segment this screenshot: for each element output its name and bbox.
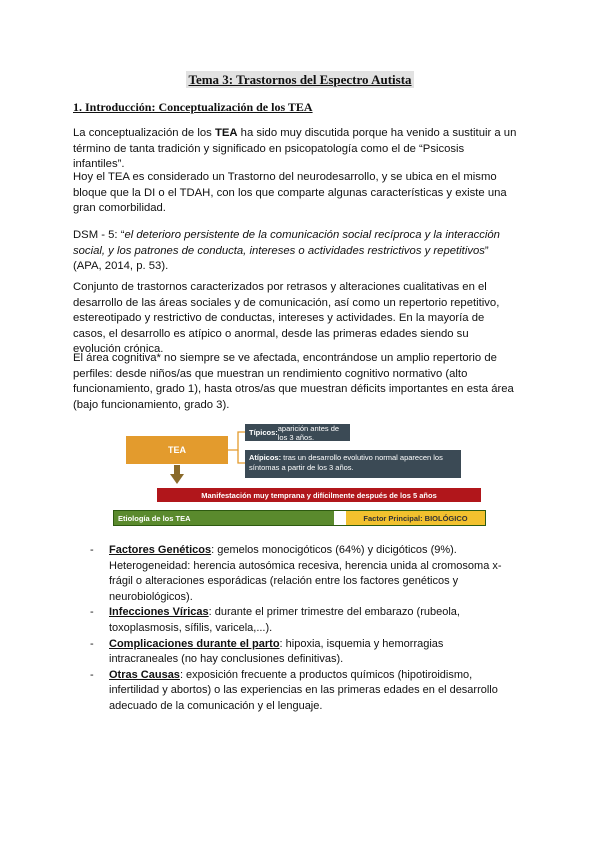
connector-atipicos	[238, 450, 245, 463]
tipicos-box: Típicos: aparición antes de los 3 años.	[245, 424, 350, 441]
arrow-down-stem	[174, 465, 180, 475]
list-item: - Complicaciones durante el parto: hipoxia, isquemia y hemorragias intracraneales (no hay conclusiones definitivas).	[90, 637, 444, 666]
page-title: Tema 3: Trastornos del Espectro Autista	[188, 72, 412, 87]
section-heading: 1. Introducción: Conceptualización de los TEA	[73, 100, 313, 114]
list-item: - Otras Causas: exposición frecuente a productos químicos (hipotiroidismo, infertilidad y abortos) o las experiencias en las primeras edades en el desarrollo adecuado de la comunicación y el lenguaje.	[90, 668, 498, 712]
etiologia-label: Etiología de los TEA	[114, 511, 334, 525]
arrow-down-icon	[170, 474, 184, 484]
paragraph-dsm5: DSM - 5: “el deterioro persistente de la comunicación social recíproca y la interacción social, y los patrones de conducta, intereses o actividades restrictivos y repetitivos” (APA, 2014, p. 53).	[73, 229, 500, 273]
manifestacion-box: Manifestación muy temprana y difícilmente después de los 5 años	[157, 488, 481, 502]
factor-principal-label: Factor Principal: BIOLÓGICO	[346, 511, 485, 525]
list-item: - Factores Genéticos: gemelos monocigóticos (64%) y dicigóticos (9%). Heterogeneidad: herencia autosómica recesiva, herencia unida al cromosoma x-frágil o alteraciones esporádicas (relación entre los factores genéticos y neurobiológicos).	[90, 544, 502, 603]
etiologia-list	[90, 543, 510, 715]
connector-tipicos	[228, 432, 245, 450]
paragraph-area-cognitiva: El área cognitiva* no siempre se ve afectada, encontrándose un amplio repertorio de perfiles: desde niños/as que muestran un rendimiento cognitivo normativo (alto funcionamiento, grado 1), hasta otros/as que muestran déficits importantes en esta área (bajo funcionamiento, grado 3).	[73, 352, 514, 411]
paragraph-conjunto-trastornos: Conjunto de trastornos caracterizados por retrasos y alteraciones cualitativas en el desarrollo de las áreas sociales y de comunicación, así como un repertorio repetitivo, estereotipado y restrictivo de conductas, intereses y actividades. En la mayoría de casos, el desarrollo es atípico o anormal, desde las primeras edades siendo su evolución crónica.	[73, 281, 500, 356]
list-item: - Infecciones Víricas: durante el primer trimestre del embarazo (rubeola, toxoplasmosis, sífilis, varicela,...).	[90, 606, 460, 634]
tea-box: TEA	[126, 436, 228, 464]
paragraph-neurodesarrollo: Hoy el TEA es considerado un Trastorno del neurodesarrollo, y se ubica en el mismo bloque que la DI o el TDAH, con los que comparte algunas características y existe una gran comorbilidad.	[73, 171, 507, 215]
etiologia-box	[113, 510, 486, 526]
atipicos-box: Atípicos: tras un desarrollo evolutivo normal aparecen los síntomas a partir de los 3 años.	[245, 450, 461, 478]
paragraph-conceptualizacion: La conceptualización de los TEA ha sido muy discutida porque ha venido a sustituir a un término de tanta tradición y significado en psicopatología como el de “Psicosis infantiles”.	[73, 127, 517, 171]
